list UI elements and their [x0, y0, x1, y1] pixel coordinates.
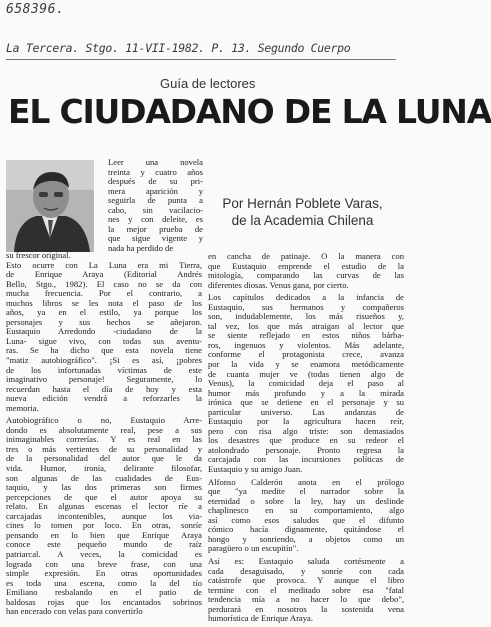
text-line: Esto ocurre con La Luna era mi Tierra, [6, 259, 202, 270]
text-line: de los infortunadas víctimas de este [6, 364, 202, 375]
text-line: es toda una escena, como la del tío [6, 577, 202, 588]
author-photo [6, 160, 94, 252]
paragraph [208, 252, 404, 290]
text-line: chaplinesco en su comportamiento, algo [208, 505, 404, 516]
text-line: por la vida y se enamora metódicamente [208, 359, 404, 370]
text-line: lograda con una breve frase, con una [6, 558, 202, 569]
text-line: seguirla de punta a [108, 195, 203, 206]
text-line: mucha frecuencia. Por el contrario, a [6, 288, 202, 299]
text-line: nada ha perdido de [108, 242, 174, 253]
article-headline: EL CIUDADANO DE LA LUNA [8, 92, 491, 131]
source-note-underline [6, 59, 396, 60]
text-line: mitología, comparando las curvas de las [208, 270, 404, 281]
text-line: percepciones de que el autor apoya su [6, 491, 202, 502]
text-line: años, ya en el estilo, ya porque los [6, 307, 202, 318]
text-line: eternidad o sobre la ley, hay un deslinde [208, 495, 404, 506]
text-line: de la personalidad del autor que le da [6, 453, 202, 464]
text-line: después de su pri- [108, 176, 203, 187]
text-line: treinta y cuatro años [108, 166, 203, 177]
text-line: ros, ingenuos y violentos. Más adelante, [208, 339, 404, 350]
text-line: se siente reflejado en estos niños bárba- [208, 330, 404, 341]
text-line: en cancha de patinaje. O la manera con [208, 251, 404, 261]
text-line: que sigue vigente y [108, 233, 203, 244]
paragraph [208, 478, 404, 554]
section-kicker: Guía de lectores [160, 76, 256, 91]
text-line: su frescor original. [6, 250, 71, 260]
text-line: Los capítulos dedicados a la infancia de [208, 292, 404, 303]
text-line: irónica que se detiene en el personaje y su [208, 397, 404, 408]
text-line: así como esos saludos que el difunto [208, 514, 404, 525]
intro-paragraph [108, 158, 203, 253]
text-line: pensando en lo bien que Enrique Araya [6, 529, 202, 540]
text-line: la mejor prueba de [108, 223, 203, 234]
text-line: Bello, Stgo., 1982). El caso no se da con [6, 278, 202, 289]
text-line: que Eustaquio emprende el estudio de la [208, 260, 404, 271]
left-column [6, 251, 202, 620]
text-line: "matiz autobiográfico". ¡Si es así, ¡pobres [6, 355, 202, 366]
text-line: perdurará en nosotros la sostenida vena [208, 603, 404, 614]
clipping-source-note: La Tercera. Stgo. 11-VII-1982. P. 13. Segundo Cuerpo [6, 41, 351, 55]
paragraph [6, 416, 202, 616]
text-line: baldosas rojas que los encantados sobrinos [6, 596, 202, 607]
text-line: Emiliano resbalando en el patio de [6, 587, 202, 598]
text-line: diferentes diosas. Venus gana, por cierto. [208, 279, 349, 290]
text-line: memoria. [6, 402, 39, 413]
byline-author: Por Hernán Poblete Varas, [222, 196, 383, 211]
text-line: Eustaquio y su amigo Juan. [208, 464, 303, 475]
text-line: son, indudablemente, los más risueños y, [208, 311, 404, 322]
paragraph [208, 293, 404, 474]
text-line: Eustaquio, sus hermanos y compañeros [208, 301, 404, 312]
text-line: termine con el meditado sobre esa "fatal [208, 584, 404, 595]
text-line: nueva edición vendrá a reforzarles la [6, 393, 202, 404]
text-line: cada desaguisado, y sonríe con cada [208, 565, 404, 576]
right-column [208, 252, 404, 627]
paragraph [208, 557, 404, 624]
text-line: vida. Humor, ironía, delirante filosofar, [6, 463, 202, 474]
text-line: simple expresión. En otras oportunidades [6, 568, 202, 579]
text-line: recuerdan hasta el día de hoy y esta [6, 383, 202, 394]
text-line: conoce este pequeño mundo de raíz [6, 539, 202, 550]
text-line: patriarcal. A veces, la comicidad es [6, 548, 202, 559]
text-line: Así es: Eustaquio saluda cortésmente a [208, 555, 404, 566]
text-line: Alfonso Calderón anota en el prólogo [208, 476, 404, 487]
text-line: humor más profundo y a la mirada [208, 387, 404, 398]
byline-affiliation: de la Academia Chilena [231, 213, 374, 228]
text-line: hongo y sonriendo, a objetos como un [208, 533, 404, 544]
text-line: mera aparición y [108, 185, 203, 196]
text-line: particular universo. Las andanzas de [208, 406, 404, 417]
text-line: tres o más vertientes de su personalidad y [6, 443, 202, 454]
text-line: tendencia mía a no hacer lo que debo", [208, 594, 404, 605]
text-line: nes y con deleite, es [108, 214, 203, 225]
text-line: Eustaquio Arredondo -ciudadano de la [6, 326, 202, 337]
article-byline [200, 195, 405, 229]
text-line: personajes y sus hechos se añejaron. [6, 316, 202, 327]
text-line: catástrofe que provoca. Y aunque el libro [208, 575, 404, 586]
text-line: tal vez, los que más atraigan al lector que [208, 320, 404, 331]
text-line: conforme el protagonista crece, avanza [208, 349, 404, 360]
text-line: de Enrique Araya (Editorial Andrés [6, 269, 202, 280]
text-line: los desastres que produce en su redeor el [208, 435, 404, 446]
text-line: atolondrado personaje. Pronto regresa la [208, 444, 404, 455]
text-line: humorística de Enrique Araya. [208, 613, 314, 624]
text-line: imaginativo personaje! Seguramente, lo [6, 374, 202, 385]
text-line: muchos libros se les nota el paso de los [6, 297, 202, 308]
text-line: cabo, sin vacilacio- [108, 204, 203, 215]
clipping-id-stamp: 658396. [6, 2, 65, 17]
text-line: carcajadas incontenibles, aunque los via- [6, 510, 202, 521]
text-line: carcajada con las incursiones políticas de [208, 454, 404, 465]
text-line: dondo es absolutamente real, pese a sus [6, 424, 202, 435]
text-line: pero con risa algo triste: son demasiados [208, 425, 404, 436]
text-line: cines lo tomen por loco. En otras, sonríe [6, 520, 202, 531]
text-line: relato. En algunas escenas el lector ríe a [6, 501, 202, 512]
text-line: son algunas de las cualidades de Eus- [6, 472, 202, 483]
text-line: taquio, y las dos primeras son firmes [6, 482, 202, 493]
text-line: ras. Se ha dicho que esta novela tiene [6, 345, 202, 356]
text-line: Eustaquio por la agricultura hacen reír, [208, 416, 404, 427]
text-line: Autobiográfico o no, Eustaquio Arre- [6, 415, 202, 426]
text-line: cómico hacía dignamente, quitándose el [208, 524, 404, 535]
text-line: Leer una novela [108, 157, 203, 167]
portrait-image [6, 160, 94, 252]
text-line: inimaginables correrías. Y es real en las [6, 434, 202, 445]
text-line: de cuanta mujer ve (todas tienen algo de [208, 368, 404, 379]
text-line: Luna- sigue vivo, con todas sus aventu- [6, 335, 202, 346]
text-line: paragüero o un escupitín". [208, 543, 299, 554]
paragraph [6, 261, 202, 414]
text-line: han encerado con velas para convertirlo [6, 606, 143, 617]
text-line: que "ya medite el narrador sobre la [208, 486, 404, 497]
text-line: Venus), la comicidad deja el paso al [208, 378, 404, 389]
